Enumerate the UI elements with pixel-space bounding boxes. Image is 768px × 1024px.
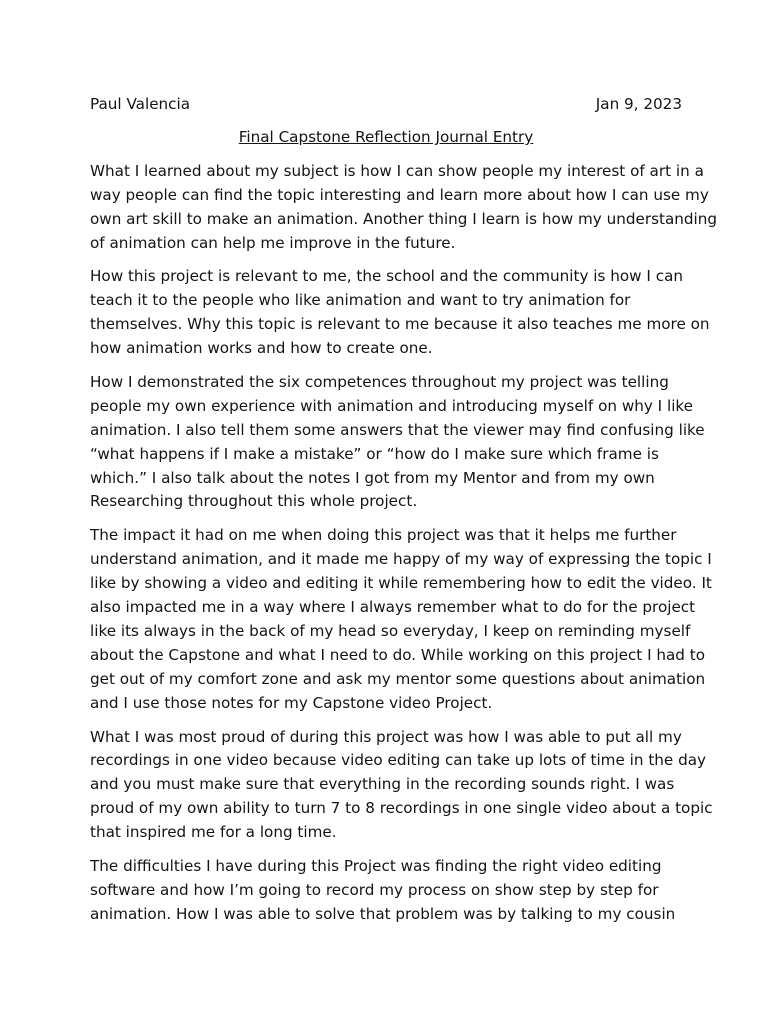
paragraph-1 bbox=[90, 160, 718, 256]
text-line: animation. How I was able to solve that problem was by talking to my cousin bbox=[90, 904, 676, 923]
text-line: own art skill to make an animation. Another thing I learn is how my understanding bbox=[90, 209, 718, 228]
author-name: Paul Valencia bbox=[90, 95, 191, 113]
text-line: recordings in one video because video editing can take up lots of time in the day bbox=[90, 751, 707, 770]
text-line: like its always in the back of my head so everyday, I keep on reminding myself bbox=[90, 621, 691, 640]
text-line: How I demonstrated the six competences throughout my project was telling bbox=[90, 373, 669, 392]
text-line: how animation works and how to create one. bbox=[90, 339, 433, 358]
text-line: and you must make sure that everything in the recording sounds right. I was bbox=[90, 775, 675, 794]
text-line: about the Capstone and what I need to do. While working on this project I had to bbox=[90, 645, 706, 664]
text-line: Researching throughout this whole project. bbox=[90, 492, 418, 511]
text-line: What I was most proud of during this project was how I was able to put all my bbox=[90, 727, 682, 746]
paragraph-6 bbox=[90, 855, 682, 927]
text-line: of animation can help me improve in the future. bbox=[90, 233, 456, 252]
document-page bbox=[90, 93, 718, 937]
text-line: The difficulties I have during this Project was finding the right video editing bbox=[90, 856, 662, 875]
text-line: “what happens if I make a mistake” or “how do I make sure which frame is bbox=[90, 444, 659, 463]
text-line: and I use those notes for my Capstone video Project. bbox=[90, 693, 493, 712]
text-line: like by showing a video and editing it while remembering how to edit the video. It bbox=[90, 574, 712, 593]
text-line: What I learned about my subject is how I can show people my interest of art in a bbox=[90, 161, 704, 180]
text-line: which.” I also talk about the notes I got from my Mentor and from my own bbox=[90, 468, 655, 487]
text-line: understand animation, and it made me happy of my way of expressing the topic I bbox=[90, 550, 712, 569]
document-title: Final Capstone Reflection Journal Entry bbox=[238, 128, 534, 146]
text-line: get out of my comfort zone and ask my mentor some questions about animation bbox=[90, 669, 706, 688]
paragraph-2 bbox=[90, 265, 710, 361]
text-line: proud of my own ability to turn 7 to 8 recordings in one single video about a topic bbox=[90, 799, 713, 818]
text-line: The impact it had on me when doing this project was that it helps me further bbox=[90, 526, 677, 545]
text-line: themselves. Why this topic is relevant to me because it also teaches me more on bbox=[90, 315, 710, 334]
header-row bbox=[90, 93, 682, 117]
paragraph-4 bbox=[90, 524, 712, 715]
text-line: that inspired me for a long time. bbox=[90, 823, 337, 842]
text-line: animation. I also tell them some answers that the viewer may find confusing like bbox=[90, 420, 705, 439]
text-line: people my own experience with animation and introducing myself on why I like bbox=[90, 396, 694, 415]
text-line: How this project is relevant to me, the school and the community is how I can bbox=[90, 267, 684, 286]
text-line: teach it to the people who like animation and want to try animation for bbox=[90, 291, 631, 310]
entry-date: Jan 9, 2023 bbox=[595, 95, 682, 113]
text-line: way people can find the topic interesting and learn more about how I can use my bbox=[90, 185, 709, 204]
text-line: also impacted me in a way where I always remember what to do for the project bbox=[90, 598, 696, 617]
paragraph-3 bbox=[90, 371, 705, 514]
text-line: software and how I’m going to record my process on show step by step for bbox=[90, 880, 659, 899]
paragraph-5 bbox=[90, 726, 713, 845]
document-body bbox=[90, 160, 718, 927]
